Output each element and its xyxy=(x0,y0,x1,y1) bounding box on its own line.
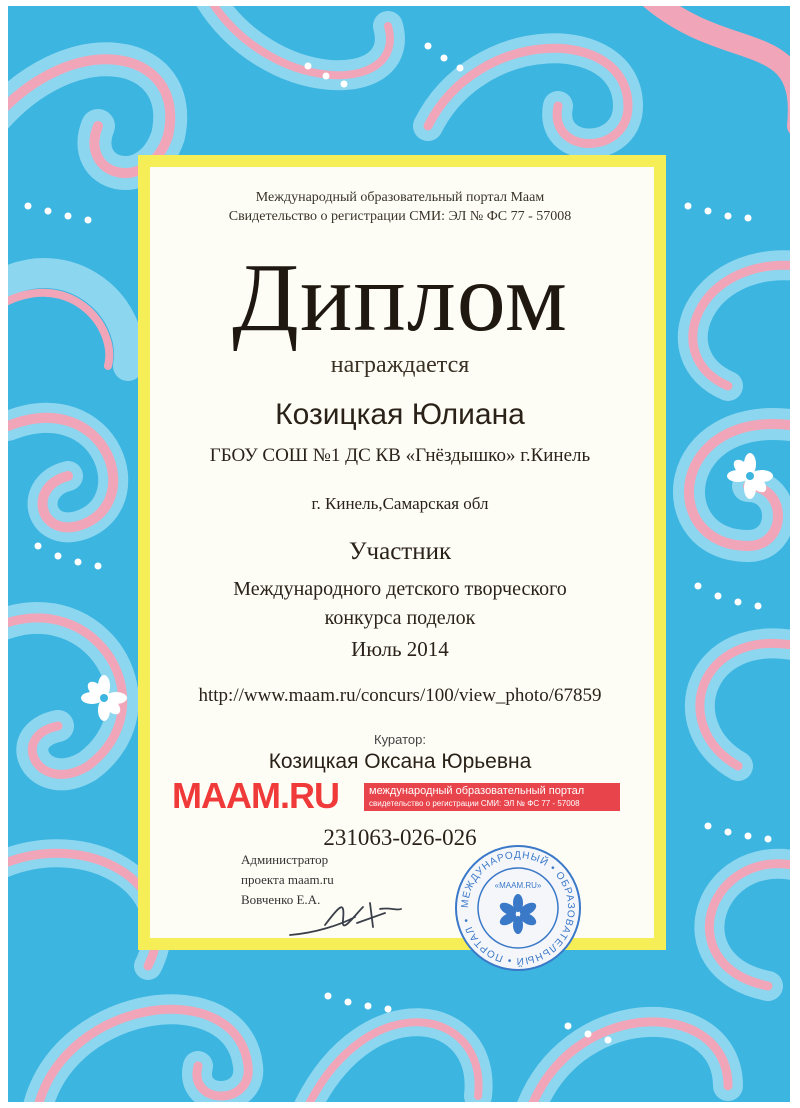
logo-strip-line-2: свидетельство о регистрации СМИ: ЭЛ № ФС 77 - 57008 xyxy=(369,799,580,808)
admin-project: проекта maam.ru xyxy=(241,872,334,887)
stamp-ring-text: МЕЖДУНАРОДНЫЙ • ОБРАЗОВАТЕЛЬНЫЙ • ПОРТАЛ • xyxy=(459,849,577,967)
registration-line: Свидетельство о регистрации СМИ: ЭЛ № ФС 77 - 57008 xyxy=(228,209,572,224)
maam-logo: MAAM.RU xyxy=(172,775,339,816)
diploma-title: Диплом xyxy=(232,244,568,352)
awarded-text: награждается xyxy=(330,352,470,378)
contest-date: Июль 2014 xyxy=(351,637,449,661)
contest-line-2: конкурса поделок xyxy=(324,607,476,629)
curator-name: Козицкая Оксана Юрьевна xyxy=(268,750,532,773)
recipient-name: Козицкая Юлиана xyxy=(275,398,525,431)
admin-name: Вовченко Е.А. xyxy=(241,892,321,907)
contest-line-1: Международного детского творческого xyxy=(233,578,567,600)
maam-stamp xyxy=(452,842,584,974)
portal-name: Международный образовательный портал Маам xyxy=(255,190,545,205)
logo-strip-line-1: международный образовательный портал xyxy=(369,785,585,797)
diploma-number: 231063-026-026 xyxy=(323,825,477,850)
signature xyxy=(285,895,405,945)
contest-url: http://www.maam.ru/concurs/100/view_photo/67859 xyxy=(198,685,602,706)
admin-title: Администратор xyxy=(241,852,329,867)
logo-strip xyxy=(364,783,620,811)
curator-label: Куратор: xyxy=(374,732,426,747)
recipient-school: ГБОУ СОШ №1 ДС КВ «Гнёздышко» г.Кинель xyxy=(209,445,591,466)
stamp-center-text: «МААМ.RU» xyxy=(494,881,542,890)
recipient-city: г. Кинель,Самарская обл xyxy=(311,494,489,513)
award-role: Участник xyxy=(348,538,452,565)
